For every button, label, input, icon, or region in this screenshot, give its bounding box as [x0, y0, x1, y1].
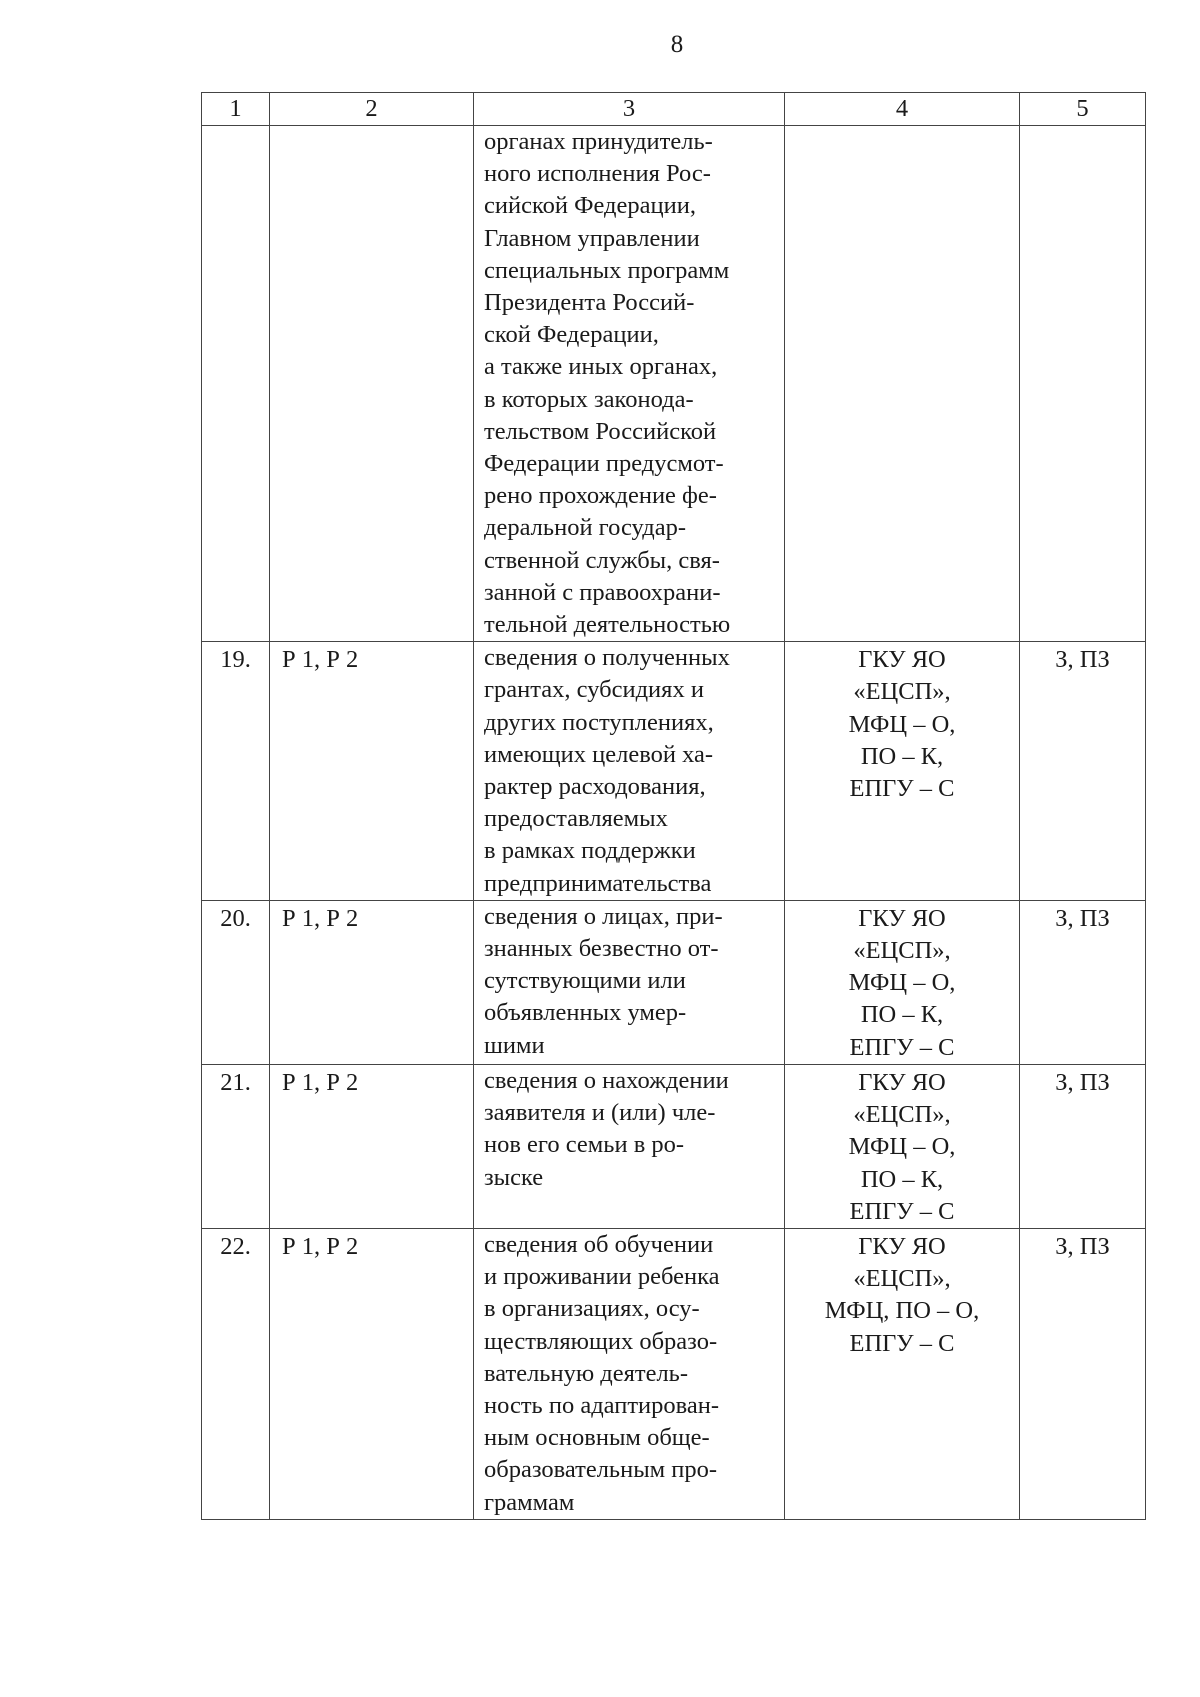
table-row [202, 1228, 1146, 1519]
row-description-cell [474, 1064, 785, 1228]
row-description-cell [474, 126, 785, 642]
row-organization-cell [785, 642, 1020, 901]
row-organization-cell [785, 1228, 1020, 1519]
row-type-cell [1020, 1228, 1146, 1519]
row-description: сведения о лицах, при- знанных безвестно от- сутствующими или объявленных умер- шими [484, 902, 723, 1059]
row-code-cell [270, 1228, 474, 1519]
table-body [202, 126, 1146, 1520]
row-code-cell [270, 126, 474, 642]
row-type [1020, 126, 1145, 128]
row-organization [785, 126, 1019, 128]
row-number-cell [202, 1064, 270, 1228]
row-organization-cell [785, 1064, 1020, 1228]
header-row [202, 93, 1146, 126]
row-organization: ГКУ ЯО «ЕЦСП», МФЦ – О, ПО – К, ЕПГУ – С [848, 904, 956, 1061]
header-col-5: 5 [1020, 93, 1146, 126]
table-row [202, 126, 1146, 642]
row-code: Р 1, Р 2 [282, 1232, 359, 1260]
header-col-2: 2 [270, 93, 474, 126]
row-code-cell [270, 1064, 474, 1228]
document-table [201, 92, 1146, 1520]
header-col-1: 1 [202, 93, 270, 126]
row-type: З, ПЗ [1055, 1232, 1110, 1260]
row-code: Р 1, Р 2 [282, 646, 359, 674]
row-description: органах принудитель- ного исполнения Рос- сийской Федерации, Главном управлении специальных программ Президента Россий- ской Федерации, а также иных органах, в которых законода- тельством Российской Федерации предусмот- рено прохождение фе- деральной государ- ственной службы, свя- занной с правоохрани- тельной деятельностью [484, 128, 731, 639]
row-number: 21. [220, 1068, 251, 1096]
row-organization: ГКУ ЯО «ЕЦСП», МФЦ – О, ПО – К, ЕПГУ – С [848, 1068, 956, 1225]
table-header [202, 93, 1146, 126]
row-code [270, 126, 473, 128]
row-description-cell [474, 900, 785, 1064]
row-number-cell [202, 642, 270, 901]
row-type-cell [1020, 900, 1146, 1064]
row-type-cell [1020, 642, 1146, 901]
row-number [202, 126, 269, 128]
row-number-cell [202, 900, 270, 1064]
row-number: 20. [220, 904, 251, 932]
row-type: З, ПЗ [1055, 1068, 1110, 1096]
page-number: 8 [670, 31, 684, 58]
row-number-cell [202, 126, 270, 642]
row-organization-cell [785, 126, 1020, 642]
header-col-4: 4 [785, 93, 1020, 126]
table-row [202, 900, 1146, 1064]
row-code: Р 1, Р 2 [282, 1068, 359, 1096]
row-organization-cell [785, 900, 1020, 1064]
row-code-cell [270, 642, 474, 901]
row-type-cell [1020, 1064, 1146, 1228]
row-number: 22. [220, 1232, 251, 1260]
row-number: 19. [220, 646, 251, 674]
row-description: сведения о нахождении заявителя и (или) чле- нов его семьи в ро- зыске [484, 1066, 729, 1191]
row-description-cell [474, 642, 785, 901]
row-description: сведения об обучении и проживании ребенка в организациях, осу- ществляющих образо- вательную деятель- ность по адаптирован- ным основным обще- образовательным про- граммам [484, 1230, 720, 1516]
header-col-3: 3 [474, 93, 785, 126]
row-organization: ГКУ ЯО «ЕЦСП», МФЦ, ПО – О, ЕПГУ – С [824, 1232, 980, 1357]
row-type: З, ПЗ [1055, 904, 1110, 932]
row-type: З, ПЗ [1055, 646, 1110, 674]
row-code: Р 1, Р 2 [282, 904, 359, 932]
table-row [202, 642, 1146, 901]
row-number-cell [202, 1228, 270, 1519]
row-description: сведения о полученных грантах, субсидиях и других поступлениях, имеющих целевой ха- рактер расходования, предоставляемых в рамках поддержки предпринимательства [484, 644, 730, 897]
row-description-cell [474, 1228, 785, 1519]
table-row [202, 1064, 1146, 1228]
row-code-cell [270, 900, 474, 1064]
row-type-cell [1020, 126, 1146, 642]
row-organization: ГКУ ЯО «ЕЦСП», МФЦ – О, ПО – К, ЕПГУ – С [848, 646, 956, 803]
